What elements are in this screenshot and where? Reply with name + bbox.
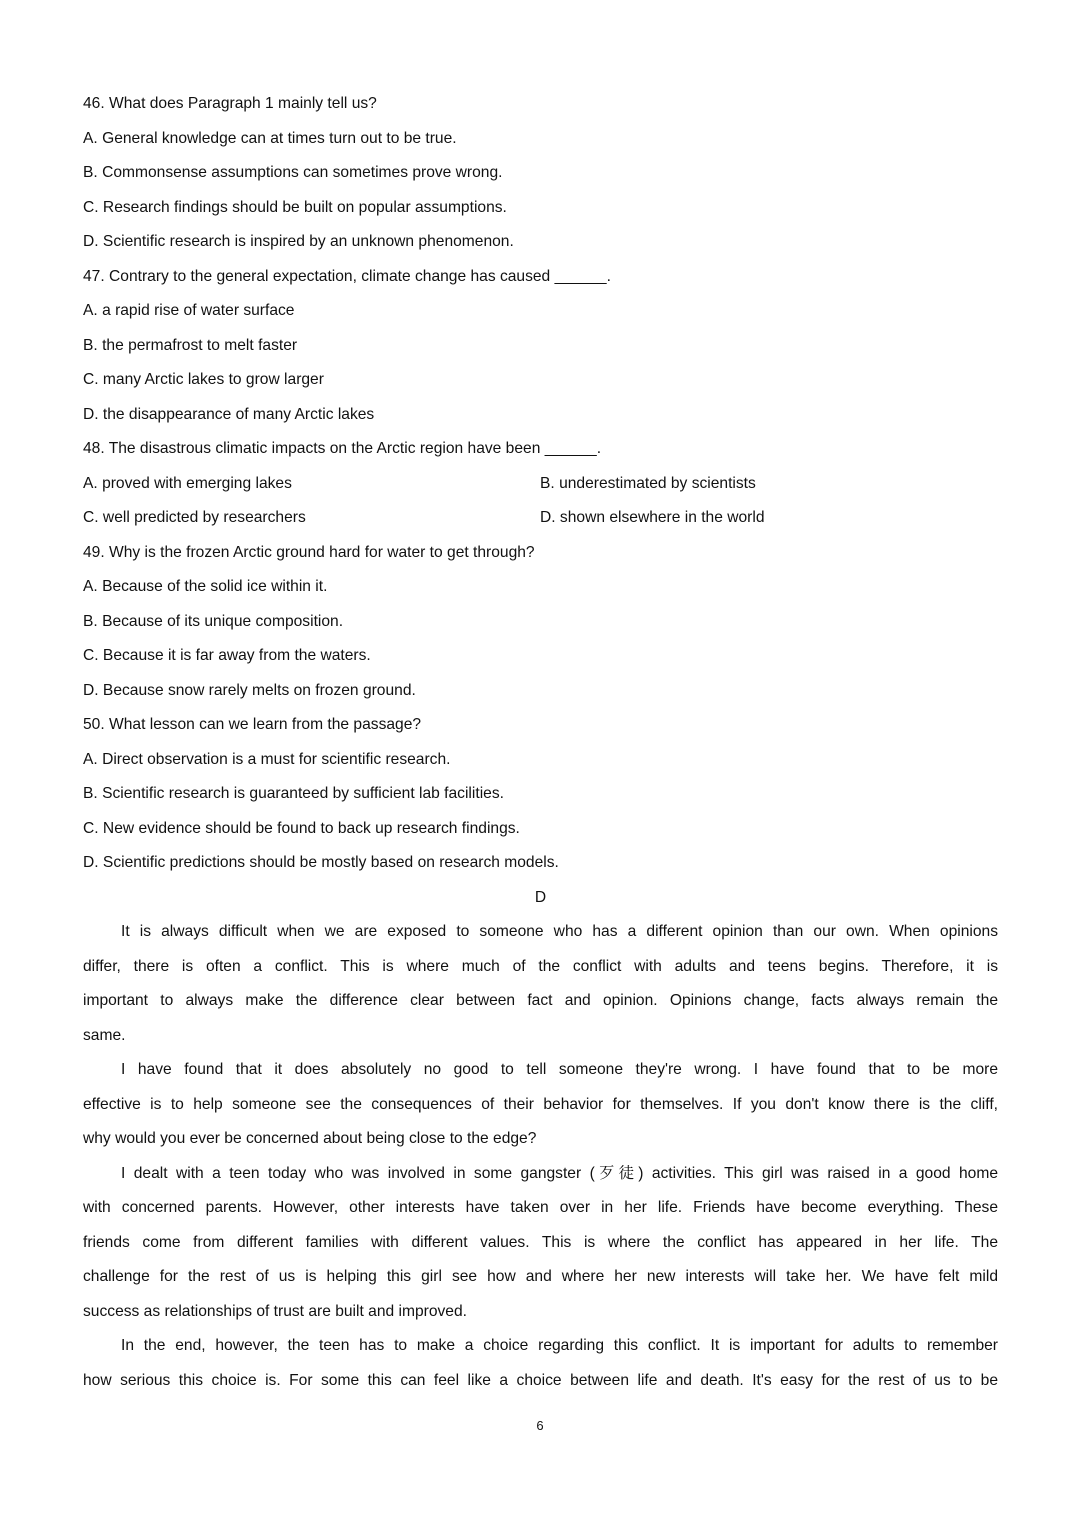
question-stem: 49. Why is the frozen Arctic ground hard for water to get through? — [83, 543, 535, 561]
answer-option: A. General knowledge can at times turn out to be true. — [83, 129, 457, 147]
paragraph-line: In the end, however, the teen has to make a choice regarding this conflict. It is important for adults to remember — [121, 1337, 998, 1354]
answer-option: D. Scientific research is inspired by an unknown phenomenon. — [83, 233, 514, 250]
paragraph-line: why would you ever be concerned about being close to the edge? — [83, 1130, 537, 1147]
paragraph-line: effective is to help someone see the consequences of their behavior for themselves. If you don't know there is the cliff, — [83, 1095, 998, 1113]
answer-option: B. Commonsense assumptions can sometimes prove wrong. — [83, 164, 503, 181]
question-stem: 48. The disastrous climatic impacts on the Arctic region have been ______. — [83, 440, 602, 457]
paragraph-line: same. — [83, 1026, 126, 1044]
answer-option: D. shown elsewhere in the world — [540, 509, 765, 526]
answer-option: D. Scientific predictions should be mostly based on research models. — [83, 854, 559, 871]
document-page — [83, 92, 998, 1403]
answer-option: C. New evidence should be found to back up research findings. — [83, 819, 520, 837]
paragraph-line: with concerned parents. However, other interests have taken over in her life. Friends have become everything. These — [83, 1199, 998, 1216]
answer-option: A. proved with emerging lakes — [83, 474, 292, 492]
paragraph-line: important to always make the difference clear between fact and opinion. Opinions change, facts always remain the — [83, 992, 998, 1009]
answer-option: D. the disappearance of many Arctic lakes — [83, 405, 375, 423]
option-row — [83, 506, 998, 541]
answer-option: A. a rapid rise of water surface — [83, 302, 295, 319]
paragraph-line: how serious this choice is. For some this can feel like a choice between life and death. It's easy for the rest of us to be — [83, 1371, 998, 1389]
paragraph-line: friends come from different families with different values. This is where the conflict has appeared in her life. The — [83, 1233, 998, 1251]
paragraph-line: I have found that it does absolutely no good to tell someone they're wrong. I have found that to be more — [121, 1061, 998, 1078]
answer-option: C. well predicted by researchers — [83, 509, 306, 526]
answer-option: B. the permafrost to melt faster — [83, 336, 298, 354]
question-stem: 50. What lesson can we learn from the passage? — [83, 716, 422, 733]
paragraph-line: differ, there is often a conflict. This is where much of the conflict with adults and teens begins. Therefore, it is — [83, 957, 998, 975]
paragraph-line: challenge for the rest of us is helping this girl see how and where her new interests will take her. We have felt mild — [83, 1268, 998, 1285]
paragraph-line: It is always difficult when we are exposed to someone who has a different opinion than our own. When opinions — [121, 923, 998, 940]
page-number: 6 — [536, 1418, 544, 1433]
question-stem: 47. Contrary to the general expectation, climate change has caused ______. — [83, 267, 611, 285]
answer-option: C. many Arctic lakes to grow larger — [83, 371, 324, 388]
answer-option: A. Direct observation is a must for scientific research. — [83, 750, 451, 768]
answer-option: B. Scientific research is guaranteed by sufficient lab facilities. — [83, 785, 504, 802]
answer-option: D. Because snow rarely melts on frozen ground. — [83, 681, 416, 699]
answer-option: B. underestimated by scientists — [540, 474, 756, 492]
option-row — [83, 472, 998, 507]
answer-option: C. Because it is far away from the waters. — [83, 647, 371, 664]
section-heading: D — [534, 888, 547, 906]
question-stem: 46. What does Paragraph 1 mainly tell us? — [83, 95, 377, 112]
paragraph-line: success as relationships of trust are built and improved. — [83, 1302, 467, 1320]
answer-option: B. Because of its unique composition. — [83, 612, 344, 630]
paragraph-line: I dealt with a teen today who was involved in some gangster (歹徒) activities. This girl was raised in a good home — [121, 1164, 998, 1182]
answer-option: A. Because of the solid ice within it. — [83, 578, 328, 595]
answer-option: C. Research findings should be built on popular assumptions. — [83, 198, 507, 216]
